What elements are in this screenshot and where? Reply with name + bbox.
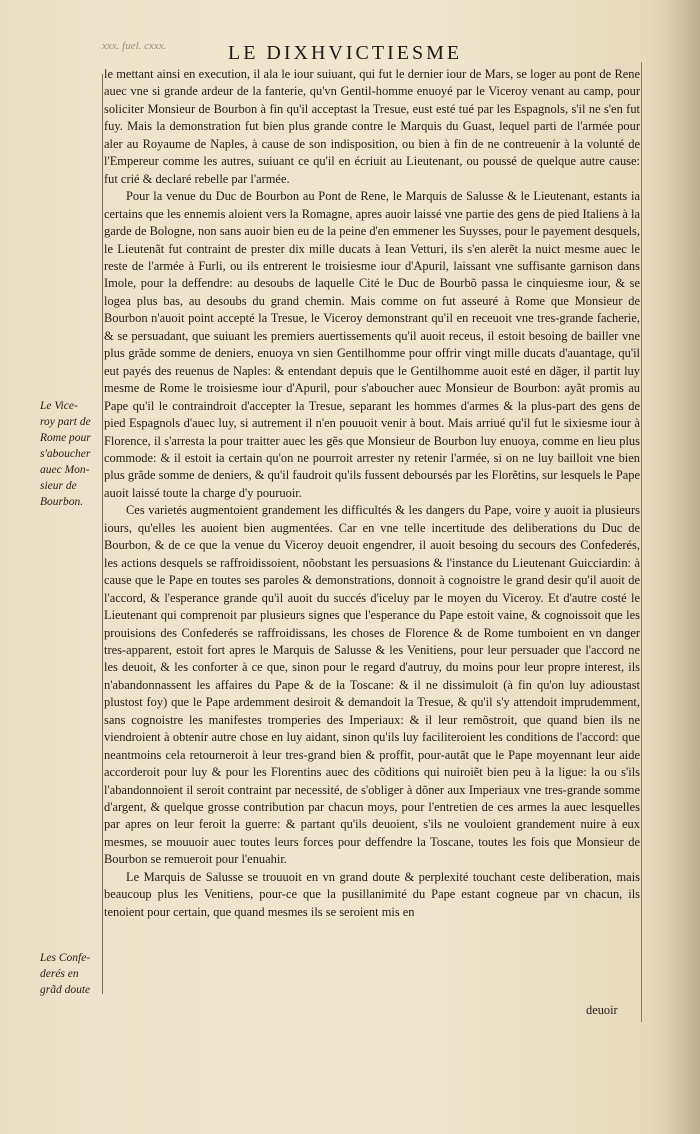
main-text-block [104,66,640,921]
catchword: deuoir [586,1003,618,1017]
marginal-note-confederes [40,950,102,998]
marginal-line: s'aboucher [40,448,91,460]
marginal-line: Rome pour [40,432,91,444]
marginal-line: Les Confe- [40,952,91,964]
page-gutter-shadow [666,0,700,1134]
marginal-line: grãd doute [40,984,91,996]
paragraph: Le Marquis de Salusse se trouuoit en vn grand doute & perplexité touchant ceste deliberation, mais beaucoup plus les Venitiens, pour-ce que la pusillanimité du Pape estant cogneue par vn chacun, ils tenoient pour certain, que quand mesmes ils se seroient mis en [104,869,640,919]
marginal-line: derés en [40,968,79,980]
running-title: LE DIXHVICTIESME [228,42,463,64]
folio-mark: xxx. fuel. cxxx. [102,40,167,52]
margin-rule-right [641,62,642,1022]
paragraph: Ces varietés augmentoient grandement les difficultés & les dangers du Pape, voire y auoit ia plusieurs iours, qu'elles les auoient bien augmentées. Car en vne telle incertitude des deliberations du Duc de Bourbon, & de ce que la venue du Viceroy deuoit engendrer, il auoit besoing du secours des Confederés, les actions desquels se raffroidissoient, nõobstant les persuasions & l'instance du Lieutenant Guicciardin: à cause que le Pape en toutes ses paroles & demonstrations, donnoit à cognoistre le grand desir qu'il auoit de l'accord, & l'esperance grande qu'il auoit du succés d'iceluy par le moyen du Viceroy. Et d'autre costé le Lieutenant qui comprenoit par plusieurs signes que l'esperance du Pape estoit vaine, & cognoissoit que les prouisions des Confederés se raffroidissans, les choses de Florence & de Rome tumboient en vn danger tres-apparent, estoit fort apres le Marquis de Salusse & les Venitiens, pour leur persuader que l'accord ne les deuoit, & les conforter à ce que, sinon pour le regard d'autruy, du moins pour leur propre interest, ils n'abandonnassent les affaires du Pape & de la Toscane: & il ne dissimuloit (à fin qu'on luy adioustast plustost foy) que le Pape ardemment desiroit & demandoit la Tresue, & qu'il s'y attendoit imprudemment, sans cognoistre les manifestes tromperies des Imperiaux: & il leur remõstroit, que quand bien ils ne viendroient à obtenir autre chose en luy aidant, sinon qu'ils luy faciliteroient les conditions de l'accord: que neantmoins cela retourneroit à leur tres-grand bien & proffit, pour-autãt que le Pape moyennant leur aide accorderoit pour luy & pour les Florentins auec des cõditions qui nuiroiẽt bien peu à la ligue: la ou s'ils l'abandonnoient il seroit contraint par necessité, de s'obliger à dõner aux Imperiaux vne tres-grande somme d'argent, & quelque grosse contribution par chacun moys, pour l'entretien de ces armes la auec lesquelles par apres on leur feroit la guerre: & partant qu'ils deuoient, s'ils ne vouloient grandement nuire à eux mesmes, se mouuoir auec toutes leurs forces pour deffendre la Toscane, toutes les fois que Monsieur de Bourbon se remueroit pour l'enuahir. [104,503,640,867]
marginal-line: Bourbon. [40,496,84,508]
marginal-note-viceroy [40,398,102,510]
marginal-line: sieur de [40,480,77,492]
marginal-line: auec Mon- [40,464,90,476]
marginal-line: Le Vice- [40,400,78,412]
paragraph: Pour la venue du Duc de Bourbon au Pont de Rene, le Marquis de Salusse & le Lieutenant, estants ia certains que les ennemis aloient vers la Romagne, apres auoir laissé vne partie des gens de pied Italiens à la garde de Bologne, non sans auoir bien eu de la peine d'en emmener les Suysses, pour le payement desquels, le Lieutenãt fut contraint de prester dix mille ducats à Iean Vetturi, ils s'en alerẽt la nuict mesme auec le reste de l'armée à Furli, ou ils entrerent le troisiesme iour d'Apuril, laissant vne suffisante garnison dans Imole, pour la deffendre: au desoubs de laquelle Cité le Duc de Bourbõ passa le cinquiesme iour, & se logea plus bas, au desoubs du grand chemin. Mais comme on fut asseuré à Rome que Monsieur de Bourbon n'auoit point accepté la Tresue, le Viceroy demonstrant qu'il en receuoit vne tres-grande facherie, & se persuadant, que suiuant les premiers auertissements qu'il auoit receus, il estoit besoing de bailler vne plus grãde somme de deniers, enuoya vn sien Gentilhomme pour offrir vingt mille ducats d'auantage, qu'il eut payés des reuenus de Naples: & entendant depuis que le Gentilhomme auoit esté en dãger, il partit luy mesme de Rome le troisiesme iour d'Apuril, pour s'aboucher auec Monsieur de Bourbon: ayãt promis au Pape qu'il le contraindroit d'accepter la Tresue, separant les hommes d'armes & la plus-part des gens de pied Espagnols d'auec luy, si autrement il n'en pouuoit venir à bout. Mais arriué qu'il fut le sixiesme iour à Florence, il s'arresta la pour traitter auec les gẽs que Monsieur de Bourbon luy enuoya, comme en lieu plus commode: & il estoit ia certain qu'on ne pourroit arrester ny retenir l'armée, si on ne luy bailloit vne bien plus grãde somme de deniers, & qu'il faudroit qu'ils fussent deboursés par les Florẽtins, sur lesquels le Pape auoit laissé toute la charge d'y pouruoir. [104,189,640,500]
paragraph: le mettant ainsi en execution, il ala le iour suiuant, qui fut le dernier iour de Mars, se loger au pont de Rene auec vne si grande ardeur de la fanterie, qu'vn Gentil-homme enuoyé par le Viceroy venant au camp, pour soliciter Monsieur de Bourbon à fin qu'il acceptast la Tresue, eust esté tué par les Espagnols, s'il ne s'en fut fuy. Mais la demonstration fut bien plus grande contre le Marquis du Guast, lequel parti de l'armée pour aler au Royaume de Naples, à cause de son indisposition, ou bien à fin de ne contreuenir à la volunté de l'Empereur comme les autres, suiuant ce qu'il en écriuit au Lieutenant, ou poussé de quelque autre cause: fut crié & declaré rebelle par l'armée. [104,67,640,186]
marginal-line: roy part de [40,416,91,428]
margin-rule-left [102,74,103,994]
